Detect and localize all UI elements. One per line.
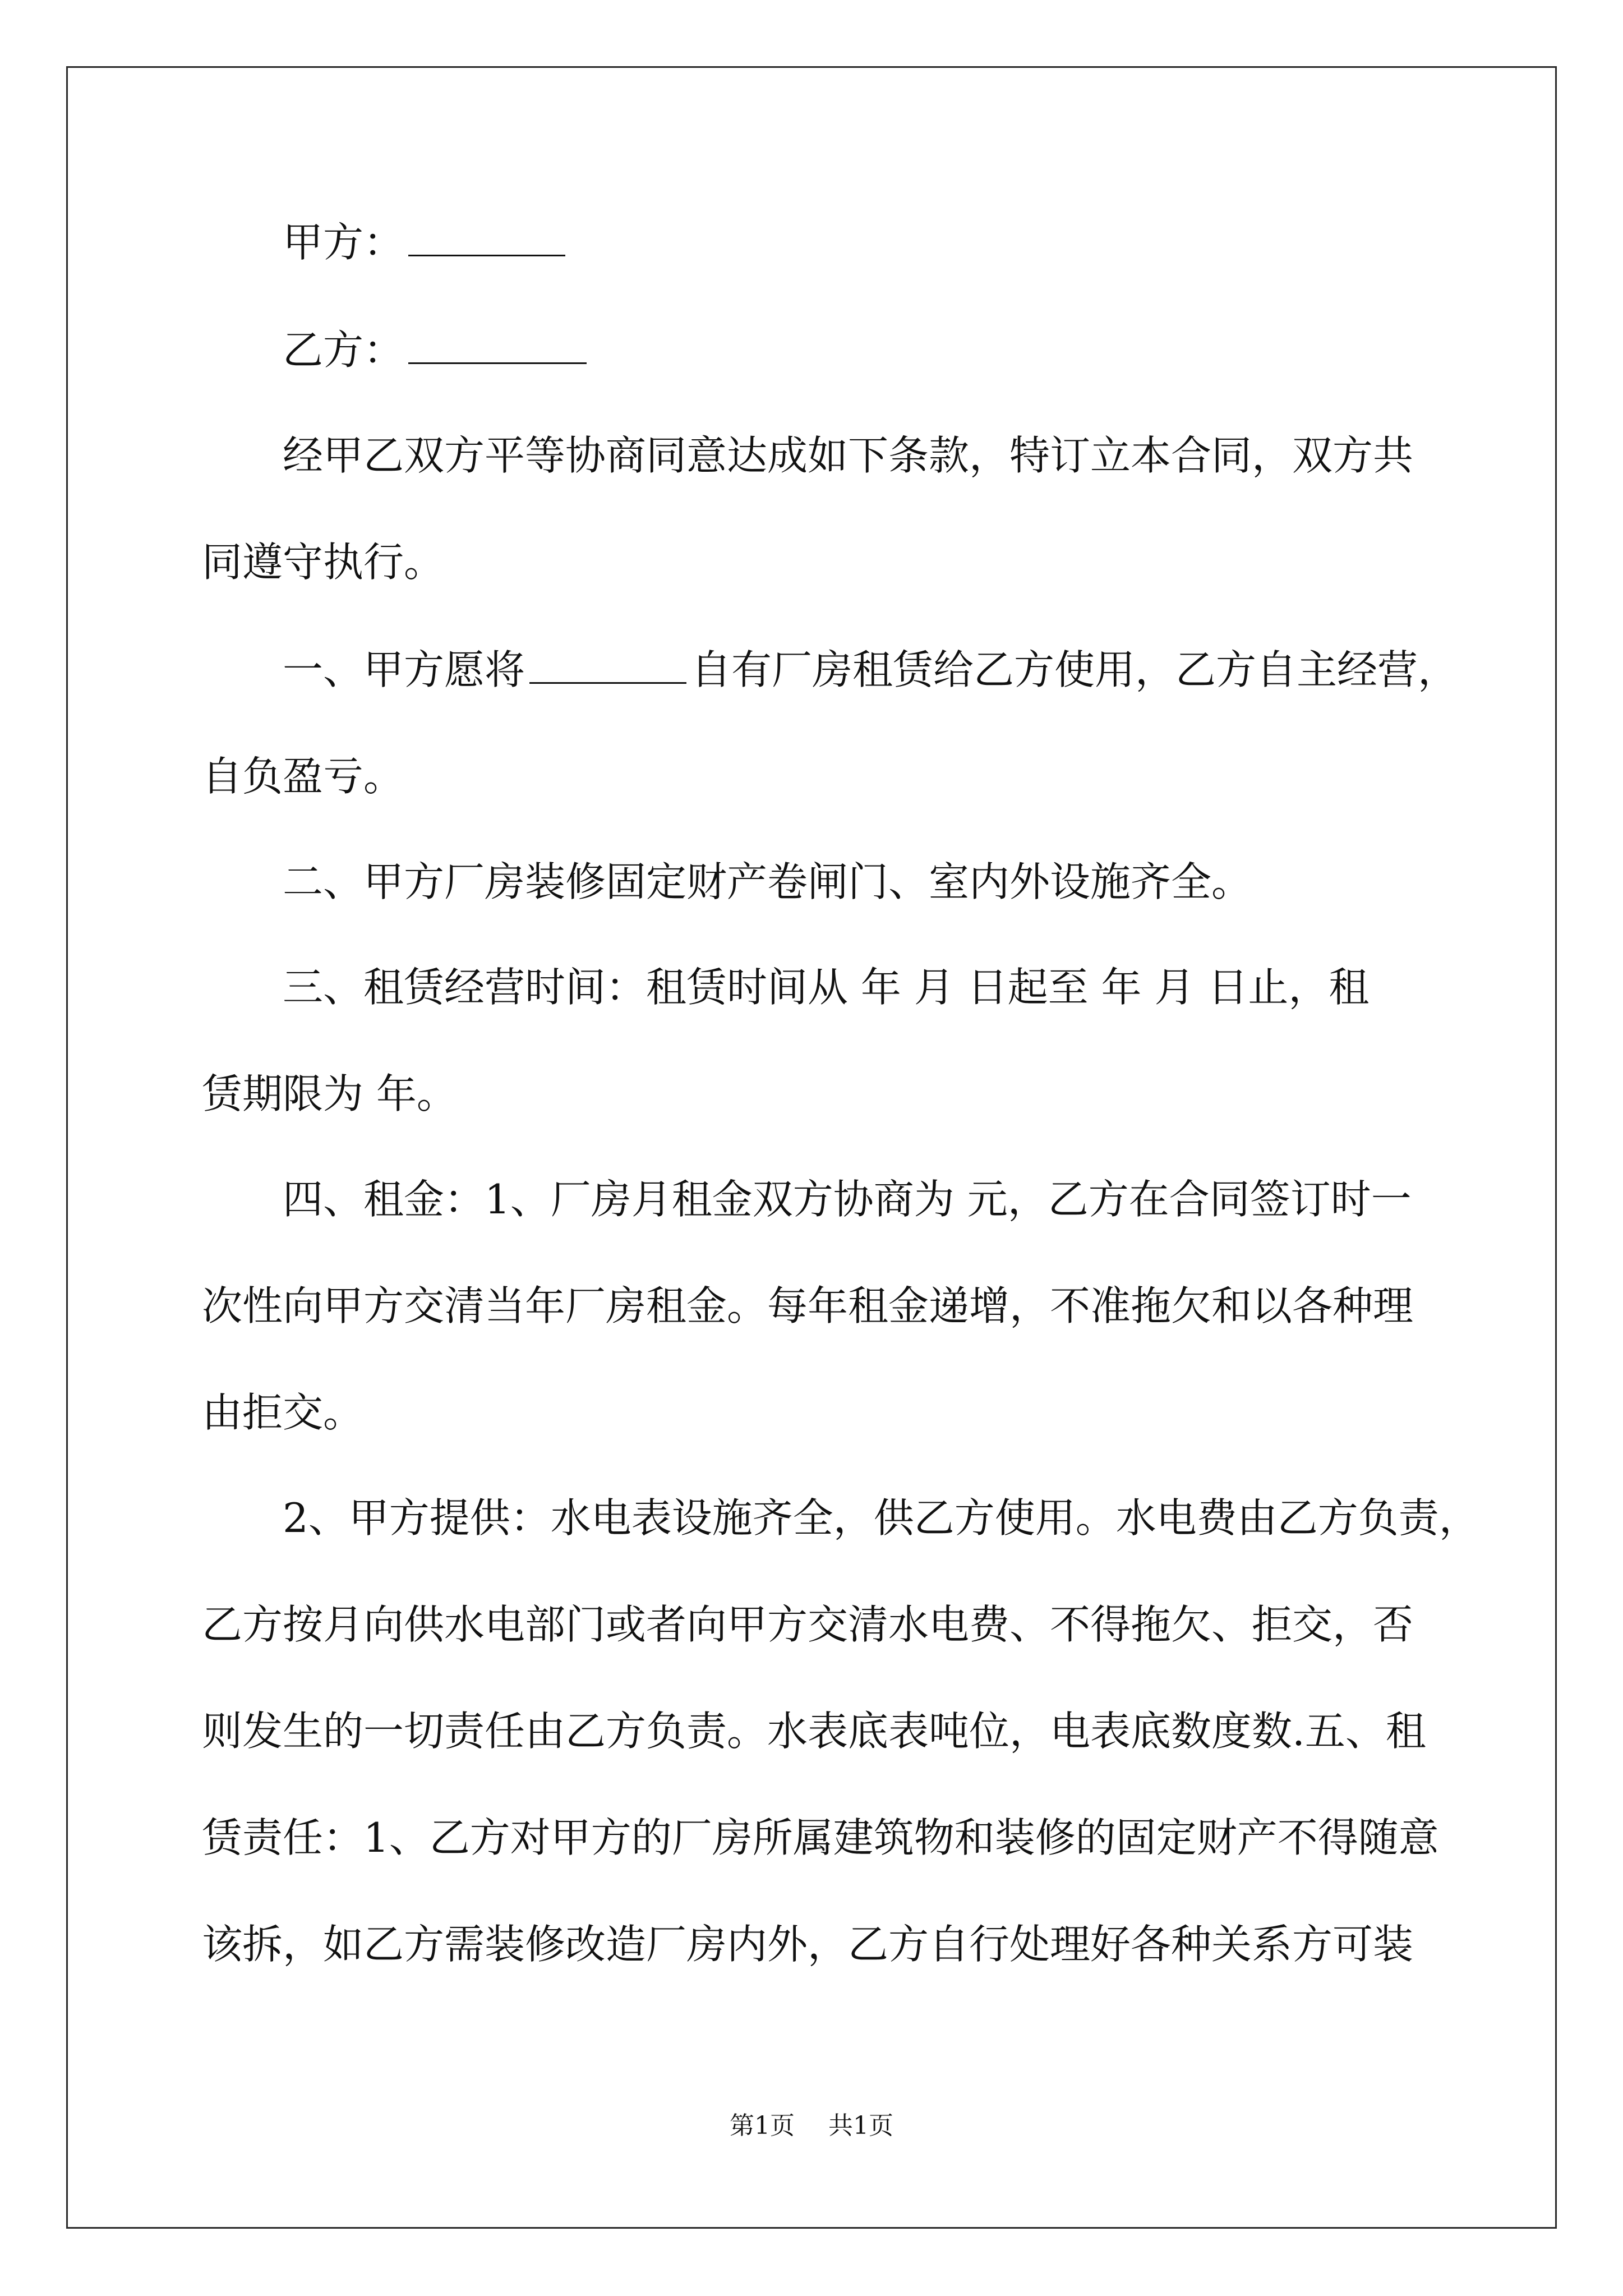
clause-1-part-1: 一、甲方愿将 [283,646,525,693]
clause-1-part-2: 自有厂房租赁给乙方使用，乙方自主经营， [691,646,1459,693]
page-footer [0,2109,1623,2143]
item-2-line-3: 则发生的一切责任由乙方负责。水表底表吨位，电表底数度数.五、租 [202,1708,1426,1755]
clause-4-line-3: 由拒交。 [202,1389,364,1436]
intro-line-1: 经甲乙双方平等协商同意达成如下条款，特订立本合同，双方共 [283,432,1414,479]
page-total: 共1页 [828,2111,893,2140]
clause-1-line-2: 自负盈亏。 [202,753,404,800]
party-a-label: 甲方： [283,219,404,266]
party-a-blank [408,213,565,256]
item-2-line-5: 该拆，如乙方需装修改造厂房内外，乙方自行处理好各种关系方可装 [202,1921,1414,1968]
clause-1-line-1 [202,641,1459,697]
clause-3-line-2: 赁期限为 年。 [202,1070,457,1117]
party-b-label: 乙方： [283,326,404,374]
item-2-line-2: 乙方按月向供水电部门或者向甲方交清水电费、不得拖欠、拒交，否 [202,1601,1414,1648]
intro-line-2: 同遵守执行。 [202,539,445,586]
clause-4-line-1: 四、租金：1、厂房月租金双方协商为 元，乙方在合同签订时一 [283,1176,1412,1223]
clause-4-line-2: 次性向甲方交清当年厂房租金。每年租金递增，不准拖欠和以各种理 [202,1282,1414,1329]
party-a-line [202,213,1436,269]
clause-1-blank [529,641,686,684]
item-2-line-1: 2、甲方提供：水电表设施齐全，供乙方使用。水电费由乙方负责， [283,1494,1479,1542]
item-2-line-4: 赁责任：1、乙方对甲方的厂房所属建筑物和装修的固定财产不得随意 [202,1814,1439,1861]
page-current: 第1页 [730,2111,795,2140]
clause-3-line-1: 三、租赁经营时间：租赁时间从 年 月 日起至 年 月 日止，租 [283,964,1370,1011]
document-body [202,213,1479,1971]
clause-2: 二、甲方厂房装修固定财产卷闸门、室内外设施齐全。 [283,858,1252,905]
party-b-line [202,321,1436,377]
party-b-blank [408,321,587,364]
